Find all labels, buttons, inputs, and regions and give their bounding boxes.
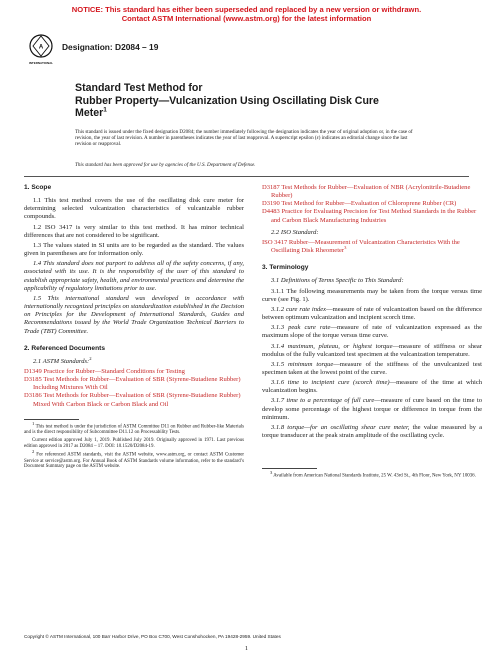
title-line-2: Rubber Property—Vulcanization Using Oscillating Disk Cure <box>75 94 379 107</box>
scope-1-3: 1.3 The values stated in SI units are to be regarded as the standard. The values given in parentheses are for information only. <box>24 241 244 258</box>
footnote-divider-right <box>262 468 317 469</box>
term-3-1-7: 3.1.7 time to a percentage of full cure—measure of cure based on the time to develop some percentage of the highest torque or difference in torque from the minimum. <box>262 397 482 421</box>
scope-heading: 1. Scope <box>24 184 52 191</box>
withdrawal-notice <box>0 5 493 24</box>
designation: Designation: D2084 – 19 <box>62 42 159 52</box>
svg-text:A: A <box>38 44 44 51</box>
scope-1-5: 1.5 This international standard was developed in accordance with internationally recognized principles on standardization established in the Decision on Principles for the Development of International Standards, Guides and Recommendations issued by the World Trade Organization Technical Barriers to Trade (TBT) Committee. <box>24 294 244 335</box>
term-3-1-3: 3.1.3 peak cure rate—measure of rate of vulcanization expressed as the maximum slope of the torque versus time curve. <box>262 324 482 340</box>
copyright-line: Copyright © ASTM International, 100 Barr Harbor Drive, PO Box C700, West Conshohocken, PA 19428-2959. United States <box>24 634 281 639</box>
title-line-1: Standard Test Method for <box>75 82 203 94</box>
page-number: 1 <box>244 645 249 652</box>
terminology-heading: 3. Terminology <box>262 264 309 272</box>
astm-logo-icon <box>29 33 53 67</box>
footnote-1: $^1$ This test method is under the jurisdiction of ASTM Committee D11 on Rubber and Rubber-like Materials and is the direct responsibility of Subcommittee D11.12 on Processability Tests. <box>24 420 244 436</box>
term-3-1-5: 3.1.5 minimum torque—measure of the stiffness of the unvulcanized test specimen taken at the lowest point of the curve. <box>262 360 482 376</box>
referenced-documents-heading: 2. Referenced Documents <box>24 344 105 352</box>
iso-standard-label: 2.2 ISO Standard: <box>271 228 319 236</box>
issuance-note: This standard is issued under the fixed designation D2084; the number immediately following the designation indicates the year of original adoption or, in the case of revision, the year of last revision. A number in parentheses indicates the year of last reapproval. A superscript epsilon (ε) indicates an editorial change since the last revision or reapproval. <box>75 129 413 148</box>
ref-link-d3190[interactable]: D3190 Test Method for Rubber—Evaluation of Chloroprene Rubber (CR) <box>262 200 457 208</box>
term-3-1-6: 3.1.6 time to incipient cure (scorch time)—measure of the time at which vulcanization begins. <box>262 379 483 395</box>
title-line-3: Meter$^1$ <box>75 106 107 120</box>
scope-1-4: 1.4 This standard does not purport to address all of the safety concerns, if any, associated with its use. It is the responsibility of the user of this standard to establish appropriate safety, health, and environmental practices and determine the applicability of regulatory limitations prior to use. <box>24 260 244 292</box>
term-3-1-4: 3.1.4 maximum, plateau, or highest torque—measure of stiffness or shear modulus of the fully vulcanized test specimen at the vulcanization temperature. <box>262 342 483 358</box>
ref-link-d3186[interactable]: D3186 Test Methods for Rubber—Evaluation of SBR (Styrene-Butadiene Rubber) Mixed With Carbon Black or Carbon Black and Oil <box>24 392 241 408</box>
footnote-2: $^2$ For referenced ASTM standards, visit the ASTM website, www.astm.org, or contact ASTM Customer Service at service@astm.org. For Annual Book of ASTM Standards volume information, refer to the standard’s Document Summary page on the ASTM website. <box>24 449 244 470</box>
right-column <box>262 184 482 482</box>
term-3-1: 3.1 Definitions of Terms Specific to This Standard: <box>271 277 404 285</box>
logo-text: INTERNATIONAL <box>29 61 53 65</box>
ref-link-d1349[interactable]: D1349 Practice for Rubber—Standard Conditions for Testing <box>24 367 185 375</box>
term-3-1-2: 3.1.2 cure rate index—measure of rate of vulcanization based on the difference between optimum vulcanization and incipient scorch time. <box>262 305 482 322</box>
dod-approval-note: This standard has been approved for use by agencies of the U.S. Department of Defense. <box>75 162 256 168</box>
notice-line-2: Contact ASTM International (www.astm.org) for the latest information <box>121 14 372 24</box>
scope-1-2: 1.2 ISO 3417 is very similar to this test method. It has minor technical differences that are not considered to be significant. <box>24 223 244 239</box>
footnote-1-edition: Current edition approved July 1, 2019. Published July 2019. Originally approved in 1971. Last previous edition approved in 2017 as D2084 – 17. DOI: 10.1520/D2084-19. <box>24 438 244 450</box>
ref-link-d3187[interactable]: D3187 Test Methods for Rubber—Evaluation of NBR (Acrylonitrile-Butadiene Rubber) <box>262 184 471 200</box>
astm-standards-label: 2.1 ASTM Standards:$^2$ <box>33 355 92 365</box>
scope-1-1: 1.1 This test method covers the use of the oscillating disk cure meter for determining selected vulcanization characteristics of vulcanizable rubber compounds. <box>24 197 244 221</box>
left-column <box>24 184 244 472</box>
footnote-divider <box>24 419 79 420</box>
term-3-1-1: 3.1.1 The following measurements may be taken from the torque versus time curve (see Fig. 1). <box>262 287 482 303</box>
ref-link-d3185[interactable]: D3185 Test Methods for Rubber—Evaluation of SBR (Styrene-Butadiene Rubber) Including Mixtures With Oil <box>24 376 241 392</box>
notice-line-1: NOTICE: This standard has either been superseded and replaced by a new version or withdrawn. <box>71 5 422 14</box>
term-3-1-8: 3.1.8 torque—for an oscillating shear cure meter, the value measured by a torque transducer at the peak strain amplitude of the oscillating cycle. <box>262 423 482 440</box>
ref-link-iso-3417[interactable]: ISO 3417 Rubber—Measurement of Vulcanization Characteristics With the Oscillating Disk Rheometer$^3$ <box>262 238 460 255</box>
document-title <box>75 82 455 120</box>
ref-link-d4483[interactable]: D4483 Practice for Evaluating Precision for Test Method Standards in the Rubber and Carbon Black Manufacturing Industries <box>262 208 477 224</box>
footnote-3: $^3$ Available from American National Standards Institute, 25 W. 43rd St., 4th Floor, New York, NY 10036. <box>270 470 476 479</box>
header-divider <box>24 176 469 177</box>
